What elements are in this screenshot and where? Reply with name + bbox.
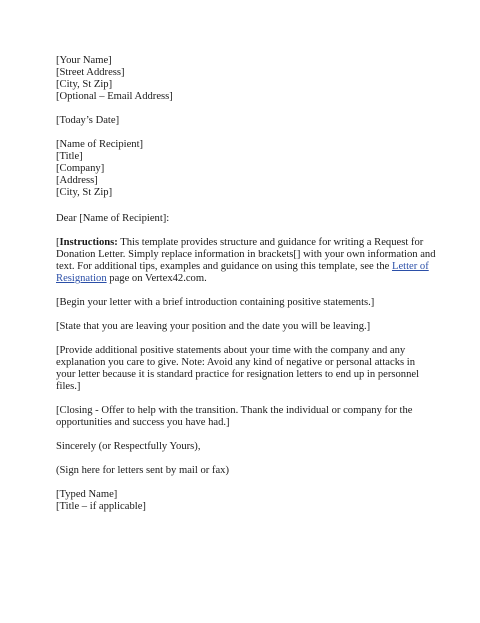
sender-block	[56, 55, 436, 103]
typed-name: [Typed Name]	[56, 489, 118, 500]
letter-of-resignation-link[interactable]: Letter of Resignation	[56, 261, 429, 284]
salutation: Dear [Name of Recipient]:	[56, 213, 170, 224]
recipient-city: [City, St Zip]	[56, 187, 113, 198]
date-block	[56, 115, 436, 127]
sender-city: [City, St Zip]	[56, 79, 113, 90]
letter-page	[56, 55, 436, 513]
additional-paragraph: [Provide additional positive statements about your time with the company and any explanation you care to give. Note: Avoid any kind of negative or personal attacks in your letter because it is standard practice for resignation letters to end up in personnel files.]	[56, 345, 420, 392]
signature-note: (Sign here for letters sent by mail or fax)	[56, 465, 229, 476]
instructions-text-before-link: This template provides structure and guidance for writing a Request for Donation Letter. Simply replace information in brackets[] with your own information and text. For additional tips, examples and guidance on using this template, see the	[56, 237, 436, 272]
recipient-company: [Company]	[56, 163, 105, 174]
instructions-label: Instructions:	[59, 237, 118, 248]
recipient-block	[56, 139, 436, 199]
recipient-address: [Address]	[56, 175, 98, 186]
sender-street: [Street Address]	[56, 67, 125, 78]
sender-email: [Optional – Email Address]	[56, 91, 173, 102]
instructions-text-after-link: page on Vertex42.com.	[106, 273, 207, 284]
leaving-paragraph: [State that you are leaving your position and the date you will be leaving.]	[56, 321, 371, 332]
recipient-name: [Name of Recipient]	[56, 139, 144, 150]
salutation-block	[56, 213, 436, 225]
signoff: Sincerely (or Respectfully Yours),	[56, 441, 201, 452]
recipient-title: [Title]	[56, 151, 83, 162]
instructions-paragraph	[56, 237, 436, 285]
sender-name: [Your Name]	[56, 55, 112, 66]
intro-paragraph: [Begin your letter with a brief introduction containing positive statements.]	[56, 297, 375, 308]
letter-date: [Today’s Date]	[56, 115, 120, 126]
instructions-open-bracket: [	[56, 237, 60, 248]
typed-signature-block	[56, 489, 436, 513]
closing-paragraph: [Closing - Offer to help with the transition. Thank the individual or company for the opportunities and success you have had.]	[56, 405, 413, 428]
typed-title: [Title – if applicable]	[56, 501, 146, 512]
